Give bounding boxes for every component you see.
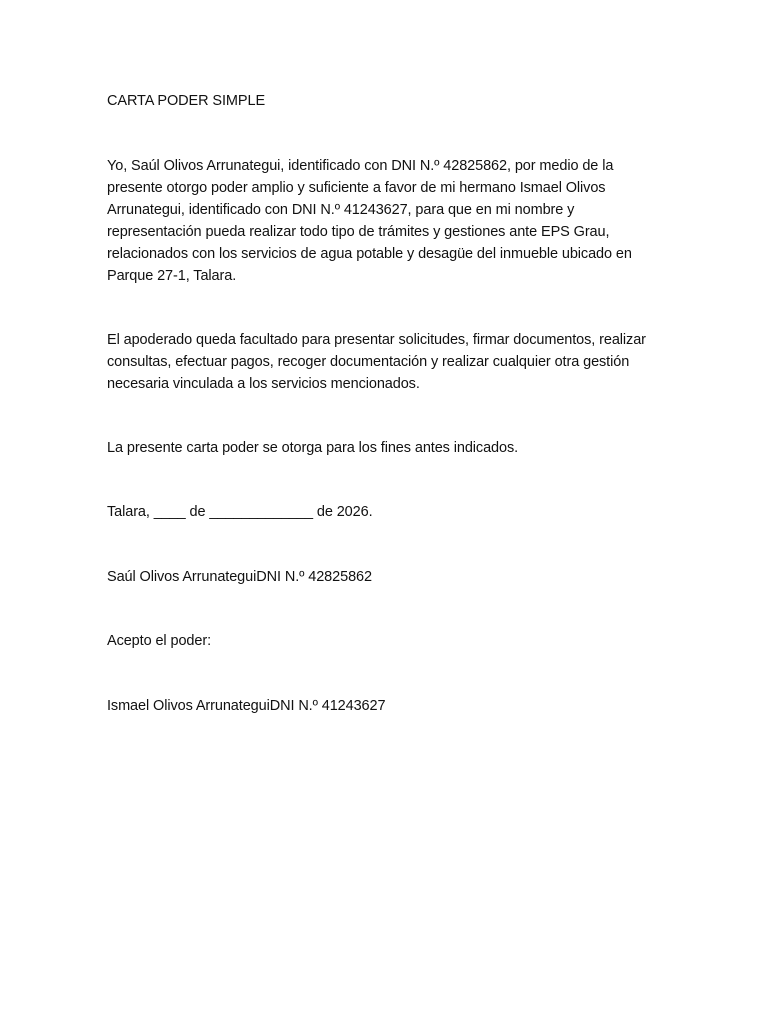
grant-paragraph: Yo, Saúl Olivos Arrunategui, identificado con DNI N.º 42825862, por medio de la presente otorgo poder amplio y suficiente a favor de mi hermano Ismael Olivos Arrunategui, identificado con DNI N.º 41243627, para que en mi nombre y representación pueda realizar todo tipo de trámites y gestiones ante EPS Grau, relacionados con los servicios de agua potable y desagüe del inmueble ubicado en Parque 27-1, Talara. bbox=[107, 158, 632, 284]
powers-paragraph: El apoderado queda facultado para presentar solicitudes, firmar documentos, realizar consultas, efectuar pagos, recoger documentación y realizar cualquier otra gestión necesaria vinculada a los servicios mencionados. bbox=[107, 332, 646, 392]
purpose-paragraph: La presente carta poder se otorga para los fines antes indicados. bbox=[107, 440, 519, 456]
acceptance-label: Acepto el poder: bbox=[107, 633, 211, 649]
date-line: Talara, ____ de _____________ de 2026. bbox=[107, 504, 373, 520]
letter-body bbox=[107, 90, 667, 717]
grantee-signature-line: Ismael Olivos ArrunateguiDNI N.º 41243627 bbox=[107, 698, 386, 714]
grantor-signature-line: Saúl Olivos ArrunateguiDNI N.º 42825862 bbox=[107, 569, 372, 585]
document-title: CARTA PODER SIMPLE bbox=[107, 93, 266, 109]
